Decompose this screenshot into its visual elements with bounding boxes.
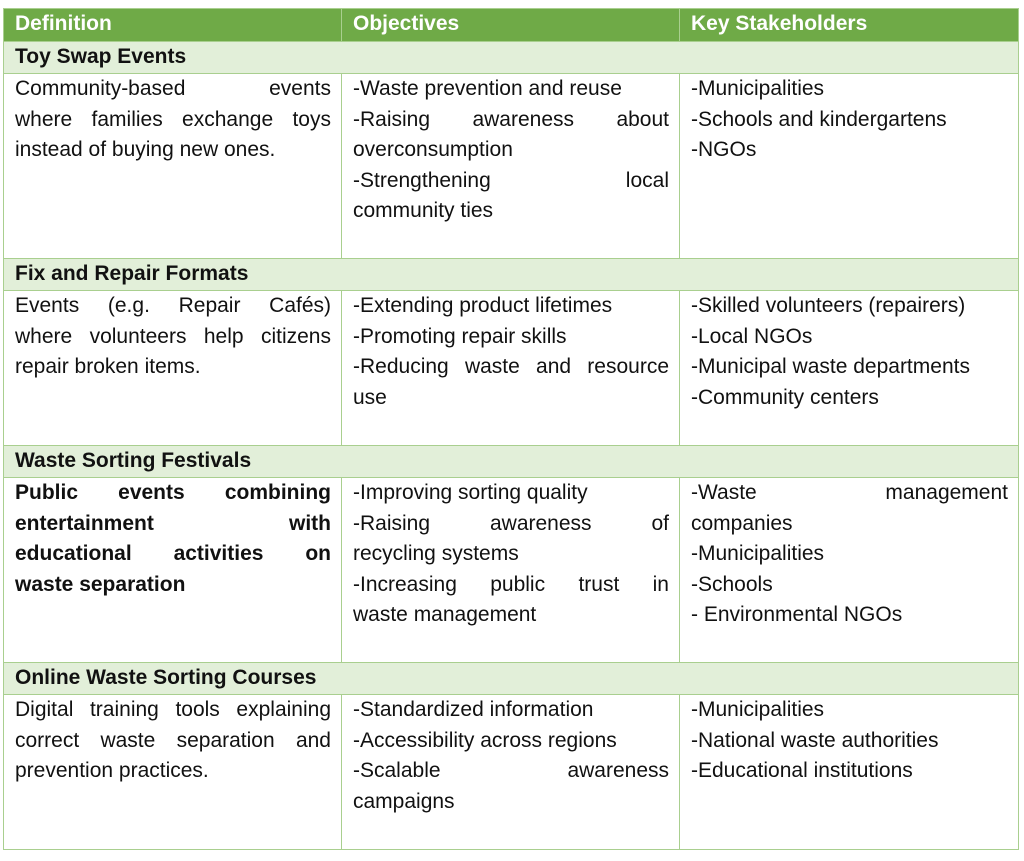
text-line: -Educational institutions: [691, 759, 913, 782]
text-line: companies: [691, 511, 793, 535]
definition-cell: [4, 695, 342, 850]
section-title: Online Waste Sorting Courses: [4, 663, 1019, 695]
header-row: [4, 9, 1019, 42]
text-line: -Promoting repair skills: [353, 324, 567, 348]
text-line: -Municipalities: [691, 698, 825, 721]
definition-cell: [4, 74, 342, 259]
text-line: -Accessibility across regions: [353, 728, 617, 752]
text-line: -National waste authorities: [691, 728, 939, 752]
text-line: correct waste separation and: [15, 728, 331, 752]
text-line: Events (e.g. Repair Cafés): [15, 294, 331, 317]
definition-cell: [4, 291, 342, 446]
text-line: -Schools: [691, 572, 773, 596]
text-line: -Municipalities: [691, 542, 825, 565]
text-line: -Extending product lifetimes: [353, 294, 613, 317]
stakeholders-cell: [680, 478, 1019, 663]
section-row-toy-swap: [4, 42, 1019, 74]
text-line: Digital training tools explaining: [15, 698, 331, 721]
text-line: where volunteers help citizens: [15, 324, 331, 348]
stakeholders-cell: [680, 291, 1019, 446]
text-line: community ties: [353, 199, 494, 222]
text-line: instead of buying new ones.: [15, 138, 276, 161]
text-line: where families exchange toys: [15, 107, 331, 131]
text-line: -Municipalities: [691, 77, 825, 100]
header-stakeholders: Key Stakeholders: [680, 9, 1019, 42]
text-line: entertainment with: [15, 511, 331, 535]
section-title: Fix and Repair Formats: [4, 259, 1019, 291]
section-title: Waste Sorting Festivals: [4, 446, 1019, 478]
objectives-cell: [342, 478, 680, 663]
section-title: Toy Swap Events: [4, 42, 1019, 74]
text-line: prevention practices.: [15, 759, 209, 782]
text-line: -Schools and kindergartens: [691, 107, 947, 131]
table-row: [4, 478, 1019, 663]
text-line: -Reducing waste and resource: [353, 355, 669, 378]
text-line: repair broken items.: [15, 355, 201, 378]
text-line: recycling systems: [353, 542, 519, 565]
header-objectives: Objectives: [342, 9, 680, 42]
text-line: campaigns: [353, 789, 455, 813]
definition-cell: [4, 478, 342, 663]
text-line: -Municipal waste departments: [691, 355, 970, 378]
table-row: [4, 291, 1019, 446]
text-line: -Waste prevention and reuse: [353, 77, 622, 100]
objectives-cell: [342, 74, 680, 259]
section-row-online-courses: [4, 663, 1019, 695]
text-line: - Environmental NGOs: [691, 603, 903, 626]
text-line: Community-based events: [15, 77, 331, 100]
text-line: -Waste management: [691, 481, 1008, 504]
text-line: -Community centers: [691, 385, 879, 409]
section-row-fix-repair: [4, 259, 1019, 291]
text-line: overconsumption: [353, 138, 513, 161]
text-line: -Skilled volunteers (repairers): [691, 294, 966, 317]
section-row-waste-sorting-festivals: [4, 446, 1019, 478]
initiatives-table: [3, 8, 1019, 850]
text-line: -Strengthening local: [353, 168, 669, 192]
text-line: -Scalable awareness: [353, 759, 669, 782]
objectives-cell: [342, 695, 680, 850]
text-line: waste separation: [15, 572, 186, 596]
text-line: -Standardized information: [353, 698, 594, 721]
text-line: waste management: [353, 603, 537, 626]
objectives-cell: [342, 291, 680, 446]
stakeholders-cell: [680, 695, 1019, 850]
text-line: -NGOs: [691, 138, 757, 161]
text-line: use: [353, 385, 387, 409]
header-definition: Definition: [4, 9, 342, 42]
text-line: educational activities on: [15, 542, 331, 565]
table-row: [4, 74, 1019, 259]
text-line: -Raising awareness about: [353, 107, 669, 131]
text-line: Public events combining: [15, 481, 331, 504]
text-line: -Increasing public trust in: [353, 572, 669, 596]
text-line: -Raising awareness of: [353, 511, 669, 535]
text-line: -Improving sorting quality: [353, 481, 588, 504]
table-row: [4, 695, 1019, 850]
stakeholders-cell: [680, 74, 1019, 259]
text-line: -Local NGOs: [691, 324, 813, 348]
